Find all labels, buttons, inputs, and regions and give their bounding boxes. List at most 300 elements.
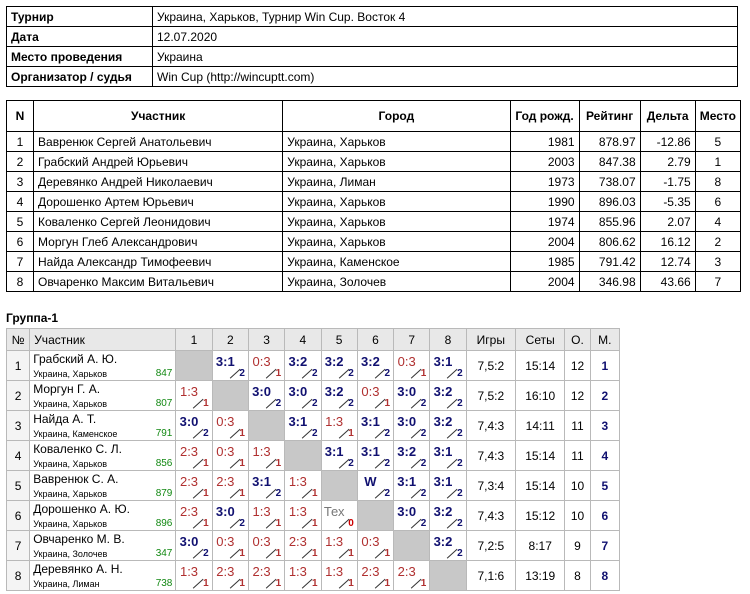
participant-delta: -5.35 xyxy=(640,192,695,212)
group-row xyxy=(7,471,620,501)
group-match-cell xyxy=(248,531,284,561)
match-result xyxy=(285,531,320,560)
group-place: 2 xyxy=(590,381,619,411)
group-match-cell xyxy=(248,471,284,501)
match-points: 1 xyxy=(348,578,354,589)
group-row-number: 4 xyxy=(7,441,30,471)
match-points: 1 xyxy=(275,548,282,559)
group-player-city: Украина, Золочев xyxy=(33,549,108,559)
match-score: 3:0 xyxy=(397,504,417,519)
match-result xyxy=(322,411,357,440)
group-match-cell xyxy=(357,411,393,441)
group-player-cell xyxy=(30,411,176,441)
group-match-cell xyxy=(285,531,321,561)
match-result xyxy=(213,561,248,590)
participant-place: 1 xyxy=(695,152,740,172)
participant-city: Украина, Каменское xyxy=(283,252,510,272)
match-result xyxy=(176,561,211,590)
group-sets: 8:17 xyxy=(516,531,565,561)
group-row xyxy=(7,411,620,441)
info-row xyxy=(7,7,738,27)
match-score: 1:3 xyxy=(325,564,344,579)
match-score: 3:0 xyxy=(397,384,417,399)
participant-birth-year: 1973 xyxy=(510,172,579,192)
match-result xyxy=(394,351,429,380)
group-match-cell xyxy=(176,531,212,561)
match-points: 1 xyxy=(311,518,318,529)
participant-row xyxy=(7,132,741,152)
match-score: 0:3 xyxy=(252,354,271,369)
group-match-cell xyxy=(394,501,430,531)
match-result xyxy=(358,441,393,470)
match-result xyxy=(285,561,320,590)
participant-city: Украина, Золочев xyxy=(283,272,510,292)
group-header-row xyxy=(7,329,620,351)
match-score: 1:3 xyxy=(179,384,199,399)
participant-delta: 16.12 xyxy=(640,232,695,252)
participant-birth-year: 1974 xyxy=(510,212,579,232)
match-result xyxy=(249,531,284,560)
participant-place: 7 xyxy=(695,272,740,292)
participant-row xyxy=(7,232,741,252)
group-match-cell xyxy=(248,441,284,471)
group-match-cell xyxy=(176,501,212,531)
group-col-num: № xyxy=(7,329,30,351)
group-match-cell xyxy=(357,381,393,411)
group-match-cell xyxy=(357,441,393,471)
participant-number: 2 xyxy=(7,152,34,172)
participant-number: 7 xyxy=(7,252,34,272)
group-points: 11 xyxy=(565,441,590,471)
match-points: 1 xyxy=(420,578,427,589)
match-score: 3:0 xyxy=(252,384,271,399)
group-row-number: 5 xyxy=(7,471,30,501)
group-place: 8 xyxy=(590,561,619,591)
group-player-cell xyxy=(30,501,176,531)
group-player-rating: 879 xyxy=(155,488,173,499)
participant-place: 4 xyxy=(695,212,740,232)
participant-place: 6 xyxy=(695,192,740,212)
match-score: 3:2 xyxy=(397,444,417,459)
match-score: Тех xyxy=(323,504,345,519)
group-match-cell xyxy=(176,441,212,471)
match-result xyxy=(322,561,357,590)
group-player-cell xyxy=(30,351,176,381)
match-result xyxy=(430,501,465,530)
match-score: 0:3 xyxy=(216,444,235,459)
match-points: 2 xyxy=(457,488,463,499)
group-row xyxy=(7,561,620,591)
group-player-city: Украина, Харьков xyxy=(33,399,107,409)
match-points: 2 xyxy=(275,398,282,409)
info-row xyxy=(7,67,738,87)
participant-number: 6 xyxy=(7,232,34,252)
group-match-cell xyxy=(357,561,393,591)
group-row-number: 7 xyxy=(7,531,30,561)
participant-place: 3 xyxy=(695,252,740,272)
match-points: 2 xyxy=(384,488,391,499)
match-points: 2 xyxy=(457,518,463,529)
participant-delta: 2.79 xyxy=(640,152,695,172)
match-score: 1:3 xyxy=(325,414,344,429)
match-score: 2:3 xyxy=(179,474,199,489)
participant-number: 5 xyxy=(7,212,34,232)
match-score: 2:3 xyxy=(252,564,271,579)
group-player-name: Коваленко С. Л. xyxy=(33,442,123,456)
participant-row xyxy=(7,252,741,272)
match-points: 1 xyxy=(384,578,391,589)
match-points: 1 xyxy=(239,428,245,439)
group-place: 6 xyxy=(590,501,619,531)
match-points: 2 xyxy=(457,548,463,559)
match-result xyxy=(249,471,284,500)
match-result xyxy=(176,471,211,500)
group-match-cell xyxy=(394,441,430,471)
participant-delta: -1.75 xyxy=(640,172,695,192)
info-value: 12.07.2020 xyxy=(153,27,738,47)
match-result xyxy=(358,531,393,560)
match-points: 2 xyxy=(239,368,245,379)
group-player-rating: 896 xyxy=(155,518,173,529)
participant-name: Овчаренко Максим Витальевич xyxy=(34,272,283,292)
group-col-sets: Сеты xyxy=(516,329,565,351)
group-match-cell xyxy=(430,411,466,441)
group-match-cell xyxy=(394,471,430,501)
group-match-cell xyxy=(212,411,248,441)
participant-birth-year: 2003 xyxy=(510,152,579,172)
match-result xyxy=(430,471,465,500)
match-points: 1 xyxy=(275,368,282,379)
group-match-cell xyxy=(321,501,357,531)
participant-row xyxy=(7,272,741,292)
match-points: 2 xyxy=(457,458,463,469)
match-score: 3:0 xyxy=(397,414,417,429)
group-col-6: 6 xyxy=(357,329,393,351)
col-header-n: N xyxy=(7,101,34,132)
match-points: 1 xyxy=(311,488,318,499)
match-score: 1:3 xyxy=(179,564,199,579)
group-row xyxy=(7,501,620,531)
group-points: 10 xyxy=(565,471,590,501)
col-header-city: Город xyxy=(283,101,510,132)
match-points: 1 xyxy=(384,398,391,409)
group-match-cell xyxy=(430,381,466,411)
match-score: 3:2 xyxy=(433,384,453,399)
group-diagonal-cell xyxy=(321,471,357,501)
match-points: 2 xyxy=(275,488,282,499)
match-score: 3:2 xyxy=(433,504,453,519)
group-row-number: 3 xyxy=(7,411,30,441)
group-match-cell xyxy=(321,531,357,561)
match-points: 1 xyxy=(311,548,318,559)
match-points: 2 xyxy=(348,368,354,379)
match-points: 1 xyxy=(203,458,209,469)
col-header-birth-year: Год рожд. xyxy=(510,101,579,132)
group-diagonal-cell xyxy=(176,351,212,381)
match-points: 2 xyxy=(384,428,391,439)
group-games: 7,3:4 xyxy=(466,471,515,501)
participant-city: Украина, Харьков xyxy=(283,152,510,172)
match-result xyxy=(430,411,465,440)
match-points: 2 xyxy=(384,368,391,379)
group-games: 7,5:2 xyxy=(466,351,515,381)
group-match-cell xyxy=(394,411,430,441)
group-col-player: Участник xyxy=(30,329,176,351)
group-games: 7,1:6 xyxy=(466,561,515,591)
group-match-cell xyxy=(176,381,212,411)
group-row-number: 8 xyxy=(7,561,30,591)
match-score: 3:2 xyxy=(433,414,453,429)
match-points: 2 xyxy=(348,458,354,469)
group-match-cell xyxy=(212,501,248,531)
participant-rating: 878.97 xyxy=(579,132,640,152)
group-row-number: 1 xyxy=(7,351,30,381)
group-player-cell xyxy=(30,471,176,501)
group-sets: 14:11 xyxy=(516,411,565,441)
tournament-info-table xyxy=(6,6,738,87)
participant-delta: 12.74 xyxy=(640,252,695,272)
match-points: 2 xyxy=(420,488,427,499)
group-match-cell xyxy=(394,381,430,411)
match-score: 2:3 xyxy=(216,474,235,489)
match-points: 1 xyxy=(239,488,245,499)
group-match-cell xyxy=(176,471,212,501)
participants-table xyxy=(6,100,741,292)
participant-row xyxy=(7,152,741,172)
match-points: 2 xyxy=(420,518,427,529)
participant-rating: 847.38 xyxy=(579,152,640,172)
match-result xyxy=(358,471,393,500)
group-match-cell xyxy=(285,351,321,381)
group-sets: 16:10 xyxy=(516,381,565,411)
group-player-cell xyxy=(30,531,176,561)
group-points: 11 xyxy=(565,411,590,441)
group-match-cell xyxy=(285,501,321,531)
match-result xyxy=(176,441,211,470)
match-result xyxy=(213,471,248,500)
group-match-cell xyxy=(357,471,393,501)
group-points: 9 xyxy=(565,531,590,561)
match-points: 2 xyxy=(457,398,463,409)
match-points: 2 xyxy=(420,428,427,439)
group-row-number: 2 xyxy=(7,381,30,411)
col-header-participant: Участник xyxy=(34,101,283,132)
match-result xyxy=(394,471,429,500)
participant-birth-year: 1985 xyxy=(510,252,579,272)
participant-number: 1 xyxy=(7,132,34,152)
match-result xyxy=(322,441,357,470)
group-match-cell xyxy=(285,381,321,411)
group-match-cell xyxy=(212,531,248,561)
match-score: 3:2 xyxy=(324,384,344,399)
group-sets: 15:12 xyxy=(516,501,565,531)
match-score: 3:1 xyxy=(215,354,235,369)
group-col-1: 1 xyxy=(176,329,212,351)
match-score: 3:0 xyxy=(288,384,308,399)
group-sets: 15:14 xyxy=(516,471,565,501)
match-score: 0:3 xyxy=(361,534,380,549)
group-player-city: Украина, Харьков xyxy=(33,459,107,469)
group-games: 7,4:3 xyxy=(466,501,515,531)
group-player-cell xyxy=(30,441,176,471)
group-diagonal-cell xyxy=(248,411,284,441)
match-result xyxy=(285,471,320,500)
group-sets: 15:14 xyxy=(516,351,565,381)
match-score: 0:3 xyxy=(216,534,235,549)
match-result xyxy=(430,531,465,560)
match-result xyxy=(322,501,357,530)
match-result xyxy=(249,351,284,380)
group-player-name: Деревянко А. Н. xyxy=(33,562,123,576)
group-player-rating: 347 xyxy=(155,548,173,559)
match-result xyxy=(176,531,211,560)
match-points: 2 xyxy=(420,398,427,409)
participant-birth-year: 2004 xyxy=(510,232,579,252)
participant-delta: 2.07 xyxy=(640,212,695,232)
group-title: Группа-1 xyxy=(6,311,59,325)
group-points: 12 xyxy=(565,381,590,411)
group-diagonal-cell xyxy=(430,561,466,591)
participant-number: 4 xyxy=(7,192,34,212)
match-result xyxy=(430,381,465,410)
group-match-cell xyxy=(357,531,393,561)
match-result xyxy=(322,531,357,560)
info-label: Турнир xyxy=(7,7,153,27)
group-row xyxy=(7,441,620,471)
group-match-cell xyxy=(321,381,357,411)
group-match-cell xyxy=(430,441,466,471)
match-score: 3:1 xyxy=(433,474,453,489)
group-player-cell xyxy=(30,561,176,591)
participant-birth-year: 2004 xyxy=(510,272,579,292)
group-row xyxy=(7,351,620,381)
match-points: 1 xyxy=(384,548,391,559)
match-score: 1:3 xyxy=(325,534,344,549)
match-score: 3:1 xyxy=(288,414,308,429)
group-col-place: М. xyxy=(590,329,619,351)
group-games: 7,4:3 xyxy=(466,441,515,471)
group-points: 8 xyxy=(565,561,590,591)
match-points: 2 xyxy=(457,428,463,439)
match-score: 3:2 xyxy=(288,354,308,369)
match-points: 1 xyxy=(275,518,282,529)
group-match-cell xyxy=(321,411,357,441)
match-result xyxy=(358,411,393,440)
group-col-3: 3 xyxy=(248,329,284,351)
group-player-name: Моргун Г. А. xyxy=(33,382,101,396)
participant-row xyxy=(7,172,741,192)
group-match-cell xyxy=(285,411,321,441)
match-result xyxy=(213,411,248,440)
group-games: 7,2:5 xyxy=(466,531,515,561)
match-result xyxy=(394,561,429,590)
participant-name: Деревянко Андрей Николаевич xyxy=(34,172,283,192)
participant-name: Грабский Андрей Юрьевич xyxy=(34,152,283,172)
match-points: 1 xyxy=(275,578,282,589)
match-points: 1 xyxy=(203,398,209,409)
group-sets: 13:19 xyxy=(516,561,565,591)
participant-rating: 738.07 xyxy=(579,172,640,192)
group-games: 7,5:2 xyxy=(466,381,515,411)
match-score: 3:1 xyxy=(433,444,453,459)
match-result xyxy=(394,441,429,470)
group-player-city: Украина, Харьков xyxy=(33,489,107,499)
group-player-rating: 738 xyxy=(155,578,173,589)
match-result xyxy=(176,501,211,530)
match-score: 1:3 xyxy=(288,564,307,579)
group-match-cell xyxy=(321,441,357,471)
match-result xyxy=(249,441,284,470)
info-value: Украина, Харьков, Турнир Win Cup. Восток 4 xyxy=(153,7,738,27)
match-score: 1:3 xyxy=(288,474,307,489)
info-row xyxy=(7,47,738,67)
participant-city: Украина, Харьков xyxy=(283,232,510,252)
group-place: 3 xyxy=(590,411,619,441)
match-points: 0 xyxy=(348,518,354,529)
group-player-name: Дорошенко А. Ю. xyxy=(33,502,130,516)
group-diagonal-cell xyxy=(394,531,430,561)
match-score: 0:3 xyxy=(252,534,271,549)
participant-place: 5 xyxy=(695,132,740,152)
col-header-delta: Дельта xyxy=(640,101,695,132)
participant-number: 3 xyxy=(7,172,34,192)
match-result xyxy=(249,501,284,530)
participant-birth-year: 1981 xyxy=(510,132,579,152)
group-player-city: Украина, Харьков xyxy=(33,519,107,529)
group-match-cell xyxy=(430,351,466,381)
match-result xyxy=(358,561,393,590)
match-points: 2 xyxy=(203,428,209,439)
match-points: 1 xyxy=(203,578,209,589)
match-result xyxy=(394,411,429,440)
group-match-cell xyxy=(430,471,466,501)
match-result xyxy=(213,351,248,380)
match-score: 2:3 xyxy=(216,564,235,579)
group-match-cell xyxy=(176,561,212,591)
group-diagonal-cell xyxy=(285,441,321,471)
group-col-8: 8 xyxy=(430,329,466,351)
group-match-cell xyxy=(394,351,430,381)
group-col-points: О. xyxy=(565,329,590,351)
participant-place: 2 xyxy=(695,232,740,252)
col-header-rating: Рейтинг xyxy=(579,101,640,132)
participant-name: Коваленко Сергей Леонидович xyxy=(34,212,283,232)
match-score: 3:1 xyxy=(361,414,380,429)
match-points: 1 xyxy=(239,548,245,559)
match-result xyxy=(430,441,465,470)
match-score: 0:3 xyxy=(361,384,380,399)
group-col-5: 5 xyxy=(321,329,357,351)
match-points: 2 xyxy=(311,428,318,439)
match-points: 1 xyxy=(348,548,354,559)
match-points: 2 xyxy=(311,398,318,409)
group-points: 10 xyxy=(565,501,590,531)
group-diagonal-cell xyxy=(357,501,393,531)
group-player-rating: 847 xyxy=(155,368,173,379)
match-result xyxy=(213,441,248,470)
participant-birth-year: 1990 xyxy=(510,192,579,212)
match-points: 2 xyxy=(311,368,318,379)
match-points: 2 xyxy=(384,458,391,469)
group-match-cell xyxy=(321,351,357,381)
group-match-cell xyxy=(321,561,357,591)
match-score: W xyxy=(364,474,377,489)
group-match-cell xyxy=(285,471,321,501)
match-score: 0:3 xyxy=(397,354,416,369)
match-result xyxy=(358,351,393,380)
participant-delta: 43.66 xyxy=(640,272,695,292)
match-score: 3:1 xyxy=(361,444,380,459)
